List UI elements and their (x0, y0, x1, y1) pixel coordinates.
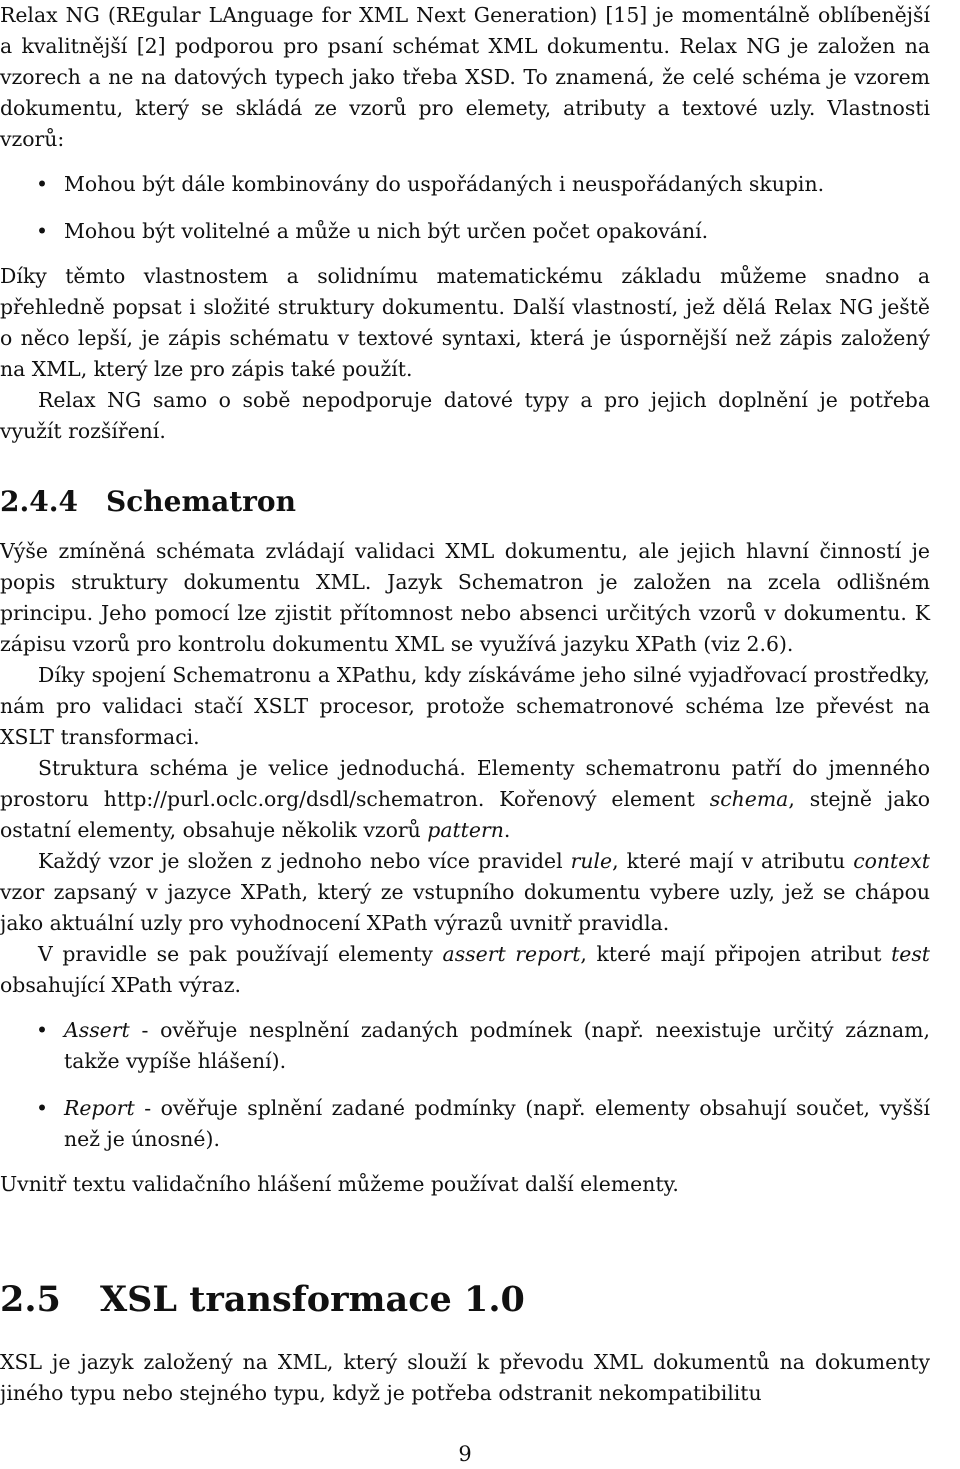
list-item: • Mohou být dále kombinovány do uspořádaných i neuspořádaných skupin. (0, 169, 930, 200)
term-report: Report (64, 1096, 135, 1120)
text-run: vzor zapsaný v jazyce XPath, který ze vstupního dokumentu vybere uzly, jež se chápou jako aktuální uzly pro vyhodnocení XPath výrazů uvnitř pravidla. (0, 880, 930, 935)
text-run: - ověřuje nesplnění zadaných podmínek (např. neexistuje určitý záznam, takže vypíše hlášení). (64, 1018, 930, 1073)
section-number: 2.4.4 (0, 485, 78, 518)
relaxng-paragraph-3: Relax NG samo o sobě nepodporuje datové typy a pro jejich doplnění je potřeba využít rozšíření. (0, 388, 930, 443)
xsl-block (0, 1347, 930, 1409)
relaxng-paragraph-2: Díky těmto vlastnostem a solidnímu matematickému základu můžeme snadno a přehledně popsat i složité struktury dokumentu. Další vlastností, jež dělá Relax NG ještě o něco lepší, je zápis schématu v textové syntaxi, která je úspornější než zápis založený na XML, který lze pro zápis také použít. (0, 264, 930, 381)
text-run: , které mají v atributu (612, 849, 854, 873)
schematron-paragraph-6: Uvnitř textu validačního hlášení můžeme používat další elementy. (0, 1172, 679, 1196)
schematron-paragraph-2: Díky spojení Schematronu a XPathu, kdy získáváme jeho silné vyjadřovací prostředky, nám pro validaci stačí XSLT procesor, protože schematronové schéma lze převést na XSLT transformaci. (0, 663, 930, 749)
schematron-elements-list (0, 1015, 930, 1155)
relaxng-properties-list (0, 169, 930, 247)
list-item: • Mohou být volitelné a může u nich být určen počet opakování. (0, 216, 930, 247)
text-run: - ověřuje splnění zadané podmínky (např. elementy obsahují součet, vyšší než je únosné). (64, 1096, 930, 1151)
text-run: , které mají připojen atribut (580, 942, 892, 966)
schematron-paragraph-1: Výše zmíněná schémata zvládají validaci XML dokumentu, ale jejich hlavní činností je popis struktury dokumentu XML. Jazyk Schematron je založen na zcela odlišném principu. Jeho pomocí lze zjistit přítomnost nebo absenci určitých vzorů v dokumentu. K zápisu vzorů pro kontrolu dokumentu XML se využívá jazyku XPath (viz 2.6). (0, 539, 930, 656)
page-number: 9 (458, 1442, 472, 1466)
text-run (506, 942, 516, 966)
schematron-paragraph-4 (0, 846, 930, 939)
text-run: Struktura schéma je velice jednoduchá. Elementy schematronu patří do jmenného prostoru http://purl.oclc.org/dsdl/schematron. Kořenový element (0, 756, 930, 811)
schematron-block (0, 536, 930, 1200)
term-assert: Assert (64, 1018, 130, 1042)
term-report: report (515, 942, 581, 966)
text-run: V pravidle se pak používají elementy (38, 942, 443, 966)
xsl-paragraph-1: XSL je jazyk založený na XML, který slouží k převodu XML dokumentů na dokumenty jiného typu nebo stejného typu, když je potřeba odstranit nekompatibilitu (0, 1350, 930, 1405)
term-test: test (891, 942, 930, 966)
text-run: , stejně jako ostatní elementy, obsahuje několik vzorů (0, 787, 930, 842)
text-run: . (503, 818, 511, 842)
relaxng-paragraph-1: Relax NG (REgular LAnguage for XML Next Generation) [15] je momentálně oblíbenější a kvalitnější [2] podporou pro psaní schémat XML dokumentu. Relax NG je založen na vzorech a ne na datových typech jako třeba XSD. To znamená, že celé schéma je vzorem dokumentu, který se skládá ze vzorů pro elemety, atributy a textové uzly. Vlastnosti vzorů: (0, 3, 930, 151)
text-run: obsahující XPath výraz. (0, 973, 241, 997)
relaxng-block (0, 0, 930, 447)
list-item (0, 1093, 930, 1155)
section-number: 2.5 (0, 1279, 61, 1320)
schematron-paragraph-3 (0, 753, 930, 846)
section-title: Schematron (106, 485, 296, 518)
term-schema: schema (709, 787, 789, 811)
text-run: Každý vzor je složen z jednoho nebo více pravidel (38, 849, 571, 873)
section-heading-xsl (0, 1278, 525, 1322)
term-assert: assert (442, 942, 506, 966)
term-pattern: pattern (427, 818, 504, 842)
section-heading-schematron (0, 484, 296, 520)
term-context: context (853, 849, 930, 873)
schematron-paragraph-5 (0, 939, 930, 1001)
list-item (0, 1015, 930, 1077)
term-rule: rule (570, 849, 613, 873)
section-title: XSL transformace 1.0 (100, 1279, 525, 1320)
